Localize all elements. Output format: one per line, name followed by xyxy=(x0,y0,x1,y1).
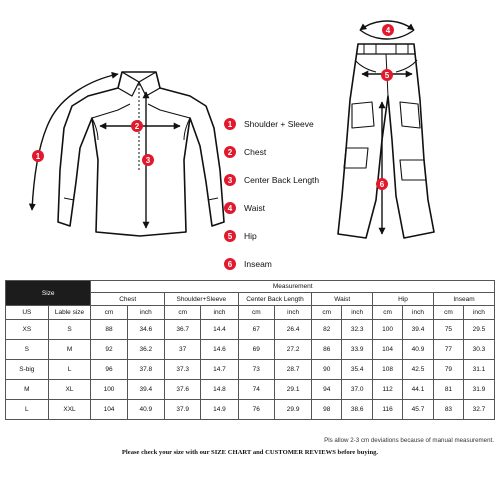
label-size-cell: M xyxy=(48,340,91,360)
value-cell: 108 xyxy=(373,360,403,380)
us-size-cell: M xyxy=(6,380,49,400)
legend-number-marker: 6 xyxy=(224,258,236,270)
value-cell: 14.9 xyxy=(201,400,238,420)
svg-text:2: 2 xyxy=(134,122,140,131)
value-cell: 14.4 xyxy=(201,320,238,340)
unit-cm: cm xyxy=(373,306,403,320)
value-cell: 32.3 xyxy=(342,320,373,340)
table-row xyxy=(6,380,495,400)
us-size-header: US xyxy=(6,306,49,320)
value-cell: 92 xyxy=(91,340,127,360)
value-cell: 39.4 xyxy=(127,380,164,400)
legend-item xyxy=(224,222,334,250)
measurement-header: Measurement xyxy=(91,281,495,293)
label-size-cell: S xyxy=(48,320,91,340)
legend-item xyxy=(224,138,334,166)
table-unit-row xyxy=(6,306,495,320)
label-size-cell: L xyxy=(48,360,91,380)
value-cell: 14.6 xyxy=(201,340,238,360)
value-cell: 36.2 xyxy=(127,340,164,360)
legend-label: Shoulder + Sleeve xyxy=(244,119,314,129)
unit-cm: cm xyxy=(433,306,463,320)
table-header-row xyxy=(6,281,495,293)
legend-number-marker: 3 xyxy=(224,174,236,186)
svg-text:4: 4 xyxy=(385,26,391,35)
us-size-cell: XS xyxy=(6,320,49,340)
size-header: Size xyxy=(6,281,91,306)
legend-label: Chest xyxy=(244,147,267,157)
legend-item xyxy=(224,250,334,278)
value-cell: 73 xyxy=(238,360,274,380)
legend-number-marker: 2 xyxy=(224,146,236,158)
value-cell: 29.9 xyxy=(274,400,311,420)
value-cell: 29.5 xyxy=(463,320,494,340)
group-header: Waist xyxy=(312,293,373,306)
group-header: Hip xyxy=(373,293,434,306)
legend-label: Center Back Length xyxy=(244,175,320,185)
table-row xyxy=(6,320,495,340)
value-cell: 44.1 xyxy=(403,380,434,400)
value-cell: 45.7 xyxy=(403,400,434,420)
legend-number-marker: 4 xyxy=(224,202,236,214)
label-size-cell: XXL xyxy=(48,400,91,420)
value-cell: 75 xyxy=(433,320,463,340)
svg-text:5: 5 xyxy=(384,71,390,80)
unit-inch: inch xyxy=(403,306,434,320)
value-cell: 88 xyxy=(91,320,127,340)
value-cell: 27.2 xyxy=(274,340,311,360)
label-size-cell: XL xyxy=(48,380,91,400)
value-cell: 76 xyxy=(238,400,274,420)
value-cell: 30.3 xyxy=(463,340,494,360)
legend-number-marker: 1 xyxy=(224,118,236,130)
value-cell: 79 xyxy=(433,360,463,380)
unit-cm: cm xyxy=(312,306,342,320)
footer-message: Please check your size with our SIZE CHART and CUSTOMER REVIEWS before buying. xyxy=(121,449,379,456)
value-cell: 100 xyxy=(91,380,127,400)
legend-label: Waist xyxy=(244,203,265,213)
value-cell: 98 xyxy=(312,400,342,420)
value-cell: 31.9 xyxy=(463,380,494,400)
svg-text:3: 3 xyxy=(145,156,151,165)
value-cell: 104 xyxy=(373,340,403,360)
label-size-header: Lable size xyxy=(48,306,91,320)
value-cell: 39.4 xyxy=(403,320,434,340)
value-cell: 14.7 xyxy=(201,360,238,380)
value-cell: 26.4 xyxy=(274,320,311,340)
size-chart-table xyxy=(5,280,495,420)
table-row xyxy=(6,360,495,380)
value-cell: 96 xyxy=(91,360,127,380)
value-cell: 40.9 xyxy=(127,400,164,420)
value-cell: 82 xyxy=(312,320,342,340)
legend-number-marker: 5 xyxy=(224,230,236,242)
value-cell: 37.0 xyxy=(342,380,373,400)
value-cell: 37.6 xyxy=(165,380,201,400)
value-cell: 77 xyxy=(433,340,463,360)
value-cell: 81 xyxy=(433,380,463,400)
value-cell: 36.7 xyxy=(165,320,201,340)
value-cell: 94 xyxy=(312,380,342,400)
table-row xyxy=(6,400,495,420)
value-cell: 69 xyxy=(238,340,274,360)
legend-item xyxy=(224,166,334,194)
group-header: Chest xyxy=(91,293,165,306)
value-cell: 38.6 xyxy=(342,400,373,420)
pants-arrows xyxy=(360,21,414,234)
value-cell: 34.6 xyxy=(127,320,164,340)
legend-item xyxy=(224,110,334,138)
unit-cm: cm xyxy=(91,306,127,320)
deviation-note: Pls allow 2-3 cm deviations because of manual measurement. xyxy=(324,437,494,444)
value-cell: 28.7 xyxy=(274,360,311,380)
unit-inch: inch xyxy=(342,306,373,320)
value-cell: 37 xyxy=(165,340,201,360)
value-cell: 90 xyxy=(312,360,342,380)
svg-text:6: 6 xyxy=(379,180,385,189)
group-header: Shoulder+Sleeve xyxy=(165,293,239,306)
us-size-cell: L xyxy=(6,400,49,420)
legend-label: Hip xyxy=(244,231,257,241)
value-cell: 29.1 xyxy=(274,380,311,400)
value-cell: 33.9 xyxy=(342,340,373,360)
value-cell: 83 xyxy=(433,400,463,420)
value-cell: 37.8 xyxy=(127,360,164,380)
value-cell: 37.3 xyxy=(165,360,201,380)
legend-item xyxy=(224,194,334,222)
value-cell: 40.9 xyxy=(403,340,434,360)
value-cell: 86 xyxy=(312,340,342,360)
unit-inch: inch xyxy=(274,306,311,320)
us-size-cell: S xyxy=(6,340,49,360)
us-size-cell: S-big xyxy=(6,360,49,380)
group-header: Center Back Length xyxy=(238,293,312,306)
value-cell: 35.4 xyxy=(342,360,373,380)
value-cell: 42.5 xyxy=(403,360,434,380)
value-cell: 67 xyxy=(238,320,274,340)
shirt-outline xyxy=(58,72,224,236)
unit-inch: inch xyxy=(201,306,238,320)
value-cell: 14.8 xyxy=(201,380,238,400)
table-row xyxy=(6,340,495,360)
unit-inch: inch xyxy=(127,306,164,320)
unit-cm: cm xyxy=(238,306,274,320)
legend-label: Inseam xyxy=(244,259,272,269)
shirt-arrows xyxy=(32,74,180,228)
value-cell: 32.7 xyxy=(463,400,494,420)
measurement-legend xyxy=(224,110,334,278)
unit-inch: inch xyxy=(463,306,494,320)
value-cell: 116 xyxy=(373,400,403,420)
svg-text:1: 1 xyxy=(35,152,41,161)
value-cell: 74 xyxy=(238,380,274,400)
group-header: Inseam xyxy=(433,293,494,306)
value-cell: 31.1 xyxy=(463,360,494,380)
value-cell: 100 xyxy=(373,320,403,340)
value-cell: 104 xyxy=(91,400,127,420)
unit-cm: cm xyxy=(165,306,201,320)
value-cell: 112 xyxy=(373,380,403,400)
value-cell: 37.9 xyxy=(165,400,201,420)
